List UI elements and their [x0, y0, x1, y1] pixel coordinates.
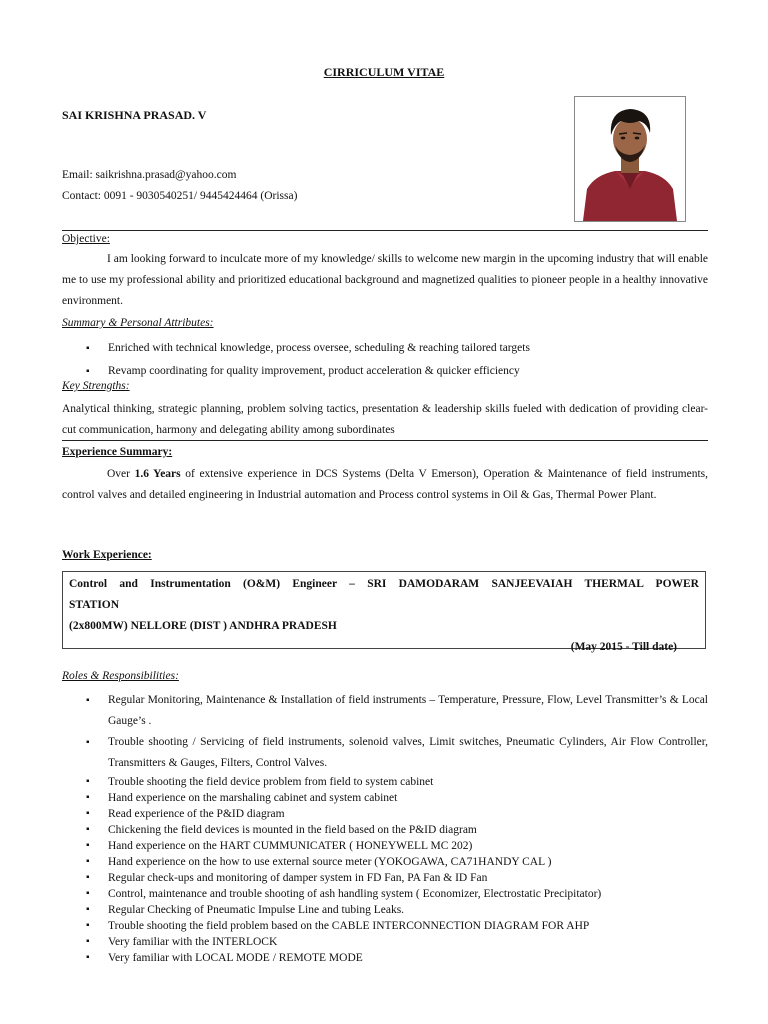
candidate-name: SAI KRISHNA PRASAD. V [62, 108, 207, 122]
person-photo-icon [575, 97, 685, 221]
objective-text [62, 249, 708, 312]
list-item: ▪ Control, maintenance and trouble shooting of ash handling system ( Economizer, Electrostatic Precipitator) [86, 886, 708, 902]
objective-heading: Objective: [62, 233, 110, 245]
list-item: ▪ Very familiar with the INTERLOCK [86, 934, 708, 950]
objective-body: I am looking forward to inculcate more of my knowledge/ skills to welcome new margin in the upcoming industry that will enable me to use my professional ability and prioritized educational background and magnetized qualities to pioneer people in a healthy innovative environment. [62, 253, 708, 307]
work-station-line: STATION [69, 599, 120, 611]
list-item: ▪ Trouble shooting / Servicing of field instruments, solenoid valves, Limit switches, Pneumatic Cylinders, Air Flow Controller, Transmitters & Gauges, Filters, Control Valves. [86, 732, 708, 774]
list-item: ▪ Chickening the field devices is mounted in the field based on the P&ID diagram [86, 822, 708, 838]
list-item: ▪ Revamp coordinating for quality improvement, product acceleration & quicker efficiency [86, 360, 708, 383]
profile-photo [574, 96, 686, 222]
experience-pre: Over [107, 468, 135, 480]
experience-years: 1.6 Years [134, 468, 181, 480]
work-heading: Work Experience: [62, 549, 152, 561]
document-title: CIRRICULUM VITAE [323, 65, 445, 79]
contact-line: Contact: 0091 - 9030540251/ 9445424464 (Orissa) [62, 190, 298, 202]
list-item: ▪ Regular Checking of Pneumatic Impulse Line and tubing Leaks. [86, 902, 708, 918]
list-item: ▪ Regular Monitoring, Maintenance & Installation of field instruments – Temperature, Pressure, Flow, Level Transmitter’s & Local Gauge’s . [86, 690, 708, 732]
strengths-heading: Key Strengths: [62, 380, 130, 392]
list-item: ▪ Read experience of the P&ID diagram [86, 806, 708, 822]
list-item: ▪ Trouble shooting the field device problem from field to system cabinet [86, 774, 708, 790]
list-item: ▪ Hand experience on the HART CUMMUNICATER ( HONEYWELL MC 202) [86, 838, 708, 854]
work-dates: (May 2015 - Till date) [570, 641, 677, 653]
roles-list [86, 690, 708, 966]
email-line: Email: saikrishna.prasad@yahoo.com [62, 169, 237, 181]
work-location-line: (2x800MW) NELLORE (DIST ) ANDHRA PRADESH [69, 620, 337, 632]
list-item: ▪ Very familiar with LOCAL MODE / REMOTE MODE [86, 950, 708, 966]
list-item: ▪ Enriched with technical knowledge, process oversee, scheduling & reaching tailored targets [86, 337, 708, 360]
summary-heading: Summary & Personal Attributes: [62, 317, 214, 329]
work-box [62, 571, 706, 653]
divider [62, 230, 708, 231]
work-role-line: Control and Instrumentation (O&M) Engineer – SRI DAMODARAM SANJEEVAIAH THERMAL POWER [69, 578, 699, 590]
list-item: ▪ Regular check-ups and monitoring of damper system in FD Fan, PA Fan & ID Fan [86, 870, 708, 886]
summary-list [86, 337, 708, 383]
list-item: ▪ Hand experience on the how to use external source meter (YOKOGAWA, CA71HANDY CAL ) [86, 854, 708, 870]
divider [62, 440, 708, 441]
strengths-text: Analytical thinking, strategic planning, problem solving tactics, presentation & leadership skills fueled with dedication of providing clear-cut communication, harmony and delegating ability among subordinates [62, 403, 708, 436]
roles-heading: Roles & Responsibilities: [62, 670, 179, 682]
experience-text [62, 464, 708, 506]
list-item: ▪ Trouble shooting the field problem based on the CABLE INTERCONNECTION DIAGRAM FOR AHP [86, 918, 708, 934]
experience-heading: Experience Summary: [62, 446, 173, 458]
list-item: ▪ Hand experience on the marshaling cabinet and system cabinet [86, 790, 708, 806]
experience-post: of extensive experience in DCS Systems (Delta V Emerson), Operation & Maintenance of field instruments, control valves and detailed engineering in Industrial automation and Process control systems in Oil & Gas, Thermal Power Plant. [62, 468, 708, 501]
